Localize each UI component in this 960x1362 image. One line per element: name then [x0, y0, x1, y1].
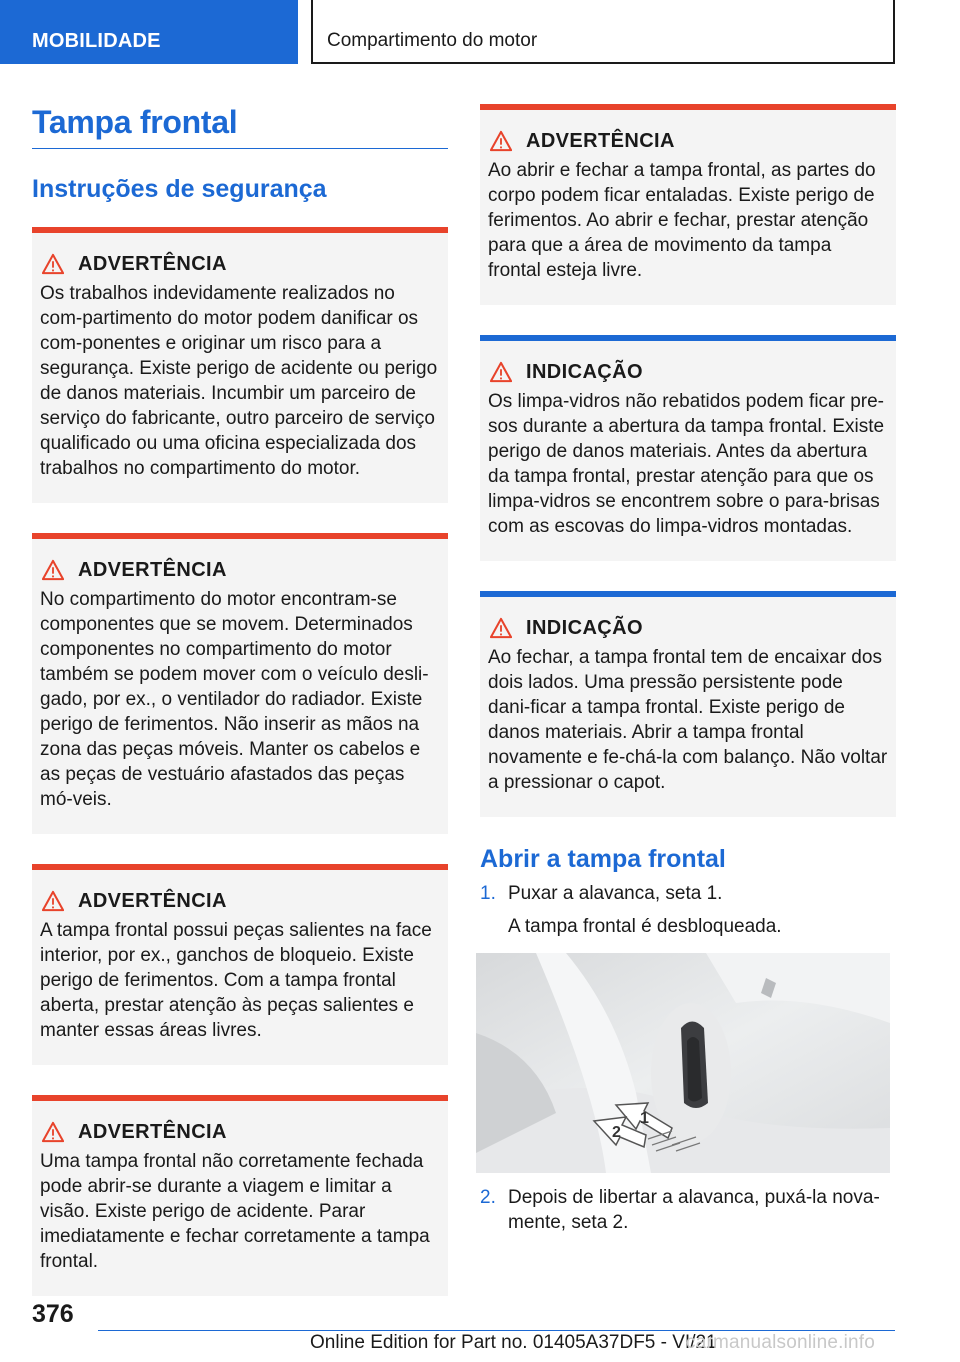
header-chapter-title: Compartimento do motor	[311, 0, 895, 64]
warning-triangle-icon	[490, 617, 512, 639]
warning-triangle-icon	[490, 361, 512, 383]
step-number: 2.	[480, 1187, 496, 1208]
header-section-label: MOBILIDADE	[0, 0, 298, 64]
warning-triangle-icon	[42, 890, 64, 912]
note-label: INDICAÇÃO	[526, 616, 643, 639]
arrow-1-label: 1	[640, 1110, 649, 1127]
warning-box-header	[40, 249, 440, 279]
footer-edition: Online Edition for Part no. 01405A37DF5 - VI/21	[310, 1332, 717, 1353]
warning-text: Os trabalhos indevidamente realizados no com-partimento do motor podem danificar os com-ponentes e originar um risco para a segurança. Existe perigo de acidente ou perigo de danos materiais. Incumbir um parceiro de serviço do fabricante, outro parceiro de serviço qualificado ou uma oficina especializada dos trabalhos no compartimento do motor.	[40, 283, 438, 479]
step-body	[508, 1185, 896, 1235]
warning-box	[32, 533, 448, 834]
step-instruction: Puxar a alavanca, seta 1.	[508, 883, 723, 904]
page-number: 376	[32, 1300, 74, 1328]
left-column	[32, 100, 448, 1326]
warning-box	[480, 104, 896, 305]
safety-subtitle: Instruções de segurança	[32, 175, 327, 203]
footer-divider	[98, 1330, 895, 1331]
note-box	[480, 335, 896, 561]
step-number: 1.	[480, 883, 496, 904]
note-text: Os limpa-vidros não rebatidos podem ficar pre-sos durante a abertura da tampa frontal. Existe perigo de danos materiais. Antes da abertura da tampa frontal, prestar atenção para que os limpa-vidros se encontrem sobre o para-brisas com as escovas do limpa-vidros montadas.	[488, 391, 885, 537]
warning-label: ADVERTÊNCIA	[78, 252, 227, 275]
warning-box-header	[40, 1117, 440, 1147]
warning-triangle-icon	[42, 1121, 64, 1143]
note-box	[480, 591, 896, 817]
warning-text: No compartimento do motor encontram-se componentes que se movem. Determinados componentes no compartimento do motor também se podem mover com o veículo desli-gado, por ex., o ventilador do radiador. Existe perigo de ferimentos. Não inserir as mãos na zona das peças móveis. Manter os cabelos e as peças de vestuário afastados das peças mó-veis.	[40, 589, 429, 810]
note-label: INDICAÇÃO	[526, 360, 643, 383]
warning-box-header	[40, 886, 440, 916]
warning-box-header	[40, 555, 440, 585]
warning-text: A tampa frontal possui peças salientes na face interior, por ex., ganchos de bloqueio. Existe perigo de ferimentos. Com a tampa frontal aberta, prestar atenção às peças salientes e manter essas áreas livres.	[40, 920, 432, 1041]
warning-text: Uma tampa frontal não corretamente fechada pode abrir-se durante a viagem e limitar a visão. Existe perigo de acidente. Parar imediatamente e fechar corretamente a tampa frontal.	[40, 1151, 430, 1272]
step-result: A tampa frontal é desbloqueada.	[508, 916, 782, 937]
warning-label: ADVERTÊNCIA	[78, 558, 227, 581]
warning-label: ADVERTÊNCIA	[78, 1120, 227, 1143]
warning-label: ADVERTÊNCIA	[526, 129, 675, 152]
page-title: Tampa frontal	[32, 100, 448, 149]
hood-release-lever-illustration	[476, 953, 890, 1173]
warning-triangle-icon	[42, 559, 64, 581]
right-column	[480, 104, 896, 1235]
warning-triangle-icon	[490, 130, 512, 152]
warning-text: Ao abrir e fechar a tampa frontal, as partes do corpo podem ficar entaladas. Existe perigo de ferimentos. Ao abrir e fechar, prestar atenção para que a área de movimento da tampa frontal esteja livre.	[488, 160, 876, 281]
note-text: Ao fechar, a tampa frontal tem de encaixar dos dois lados. Uma pressão persistente pode dani-ficar a tampa frontal. Existe perigo de danos materiais. Abrir a tampa frontal novamente e fe-chá-la com balanço. Não voltar a pressionar o capot.	[488, 647, 888, 793]
step-item	[480, 1185, 896, 1235]
step-instruction: Depois de libertar a alavanca, puxá-la nova-mente, seta 2.	[508, 1187, 880, 1233]
step-item	[480, 881, 896, 939]
warning-box	[32, 1095, 448, 1296]
open-hood-title: Abrir a tampa frontal	[480, 845, 726, 873]
warning-label: ADVERTÊNCIA	[78, 889, 227, 912]
arrow-2-label: 2	[612, 1124, 621, 1141]
warning-box	[32, 227, 448, 503]
warning-box	[32, 864, 448, 1065]
step-body	[508, 881, 782, 939]
warning-box-header	[488, 126, 888, 156]
watermark: carmanualsonline.info	[686, 1332, 876, 1353]
warning-triangle-icon	[42, 253, 64, 275]
note-box-header	[488, 613, 888, 643]
note-box-header	[488, 357, 888, 387]
